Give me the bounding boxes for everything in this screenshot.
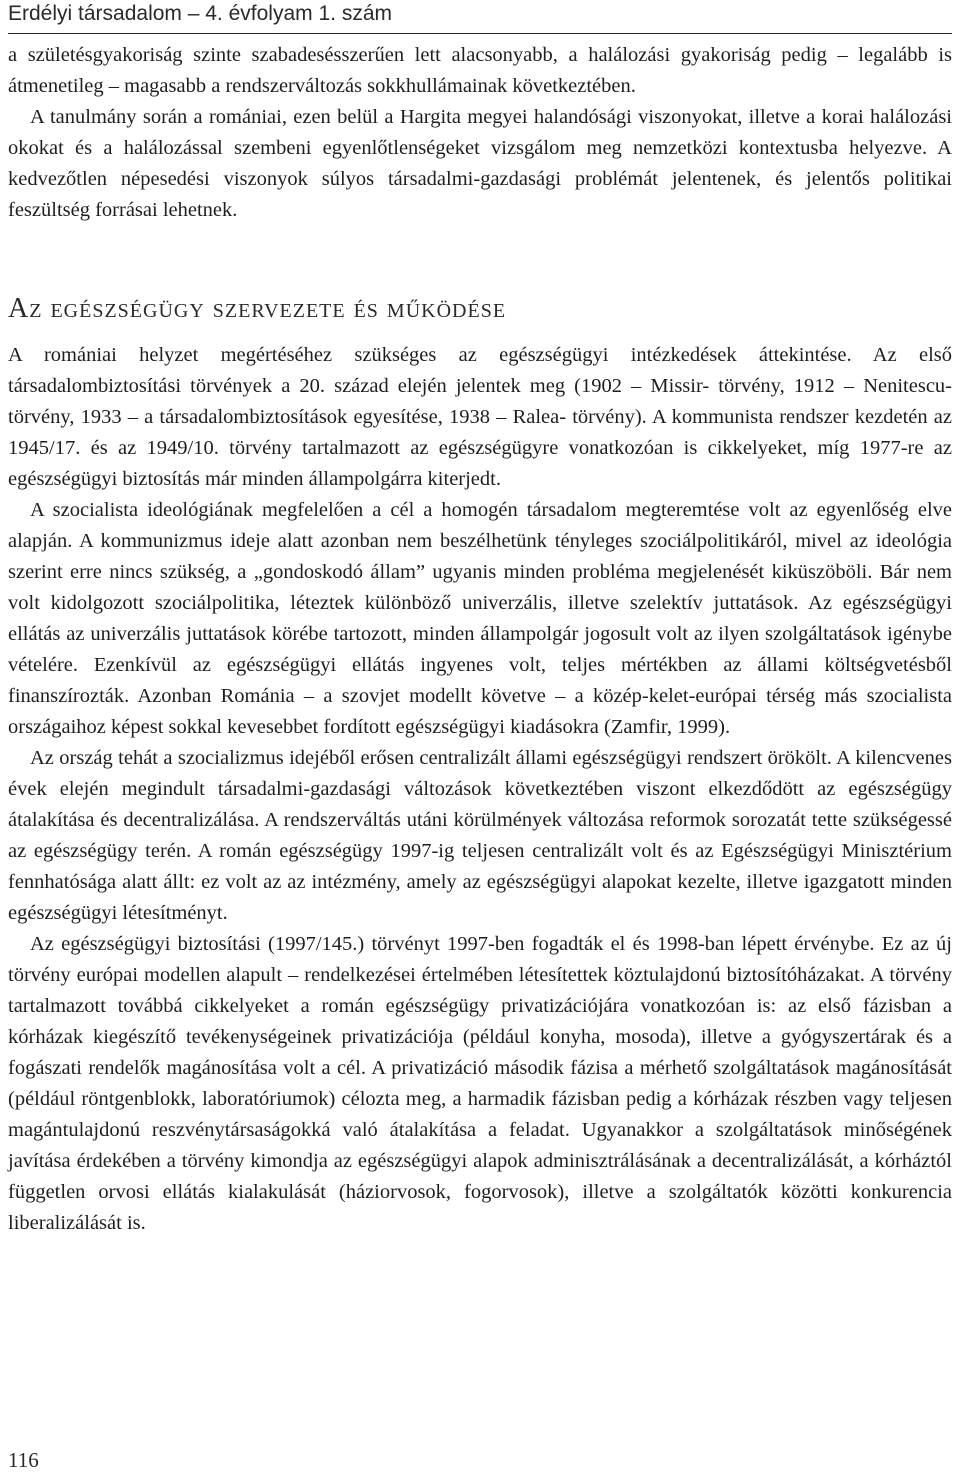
running-header: Erdélyi társadalom – 4. évfolyam 1. szám [8,2,392,25]
section-paragraph-2: A szocialista ideológiának megfelelően a cél a homogén társadalom megteremtése volt az egyenlőség elve alapján. A kommunizmus ideje alatt azonban nem beszélhetünk tényleges szociálpolitikáról, mivel az ideológia szerint erre nincs szükség, a „gondoskodó állam” ugyanis minden probléma megjelenését kiküszöböli. Bár nem volt kidolgozott szociálpolitika, léteztek különböző univerzális, illetve szelektív juttatások. Az egészségügyi ellátás az univerzális juttatások körébe tartozott, minden állampolgár jogosult volt az ilyen szolgáltatások igénybe vételére. Ezenkívül az egészségügyi ellátás ingyenes volt, teljes mértékben az állami költségvetésből finanszírozták. Azonban Románia – a szovjet modellt követve – a közép-kelet-európai térség más szocialista országaihoz képest sokkal kevesebbet fordított egészségügyi kiadásokra (Zamfir, 1999). [8,499,952,738]
section-paragraph-4: Az egészségügyi biztosítási (1997/145.) törvényt 1997-ben fogadták el és 1998-ban lépett érvénybe. Ez az új törvény európai modellen alapult – rendelkezései értelmében létesítettek köztulajdonú biztosítóházakat. A törvény tartalmazott továbbá cikkelyeket a román egészségügy privatizációjára vonatkozóan is: az első fázisban a kórházak kiegészítő tevékenységeinek privatizációja (például konyha, mosoda), illetve a gyógyszertárak és a fogászati rendelők magánosítása volt a cél. A privatizáció második fázisa a mérhető szolgáltatások magánosítását (például röntgenblokk, laboratóriumok) célozta meg, a harmadik fázisban pedig a kórházak részben vagy teljesen magántulajdonú reszvénytársaságokká való átalakítása a feladat. Ugyanakkor a szolgáltatások minőségének javítása érdekében a törvény kimondja az egészségügyi alapok adminisztrálásának a decentralizálását, a kórháztól független orvosi ellátás kialakulását (háziorvosok, fogorvosok), illetve a szolgáltatók közötti konkurencia liberalizálását is. [8,933,952,1234]
page-number: 116 [8,1448,39,1472]
section-body [8,340,952,1239]
header-divider [8,33,952,34]
intro-text [8,40,952,226]
section-paragraph-3: Az ország tehát a szocializmus idejéből erősen centralizált állami egészségügyi rendszert örökölt. A kilencvenes évek elején megindult társadalmi-gazdasági változások következtében viszont elkezdődött az egészségügy átalakítása és decentralizálása. A rendszerváltás utáni körülmények változása reformok sorozatát tette szükségessé az egészségügy terén. A román egészségügy 1997-ig teljesen centralizált volt és az Egészségügyi Minisztérium fennhatósága alatt állt: ez volt az az intézmény, amely az egészségügyi alapokat kezelte, illetve igazgatott minden egészségügyi létesítményt. [8,747,952,924]
intro-paragraph-2: A tanulmány során a romániai, ezen belül a Hargita megyei halandósági viszonyokat, illetve a korai halálozási okokat és a halálozással szembeni egyenlőtlenségeket vizsgálom meg nemzetközi kontextusba helyezve. A kedvezőtlen népesedési viszonyok súlyos társadalmi-gazdasági problémát jelentenek, és jelentős politikai feszültség forrásai lehetnek. [8,106,952,221]
section-heading: Az egészségügy szervezete és működése [8,293,507,324]
intro-paragraph-1: a születésgyakoriság szinte szabadesésszerűen lett alacsonyabb, a halálozási gyakoriság pedig – legalább is átmenetileg – magasabb a rendszerváltozás sokkhullámainak következtében. [8,44,952,97]
section-paragraph-1: A romániai helyzet megértéséhez szükséges az egészségügyi intézkedések áttekintése. Az első társadalombiztosítási törvények a 20. század elején jelentek meg (1902 – Missir- törvény, 1912 – Nenitescu-törvény, 1933 – a társadalombiztosítások egyesítése, 1938 – Ralea- törvény). A kommunista rendszer kezdetén az 1945/17. és az 1949/10. törvény tartalmazott az egészségügyre vonatkozóan is cikkelyeket, míg 1977-re az egészségügyi biztosítás már minden állampolgárra kiterjedt. [8,344,952,490]
